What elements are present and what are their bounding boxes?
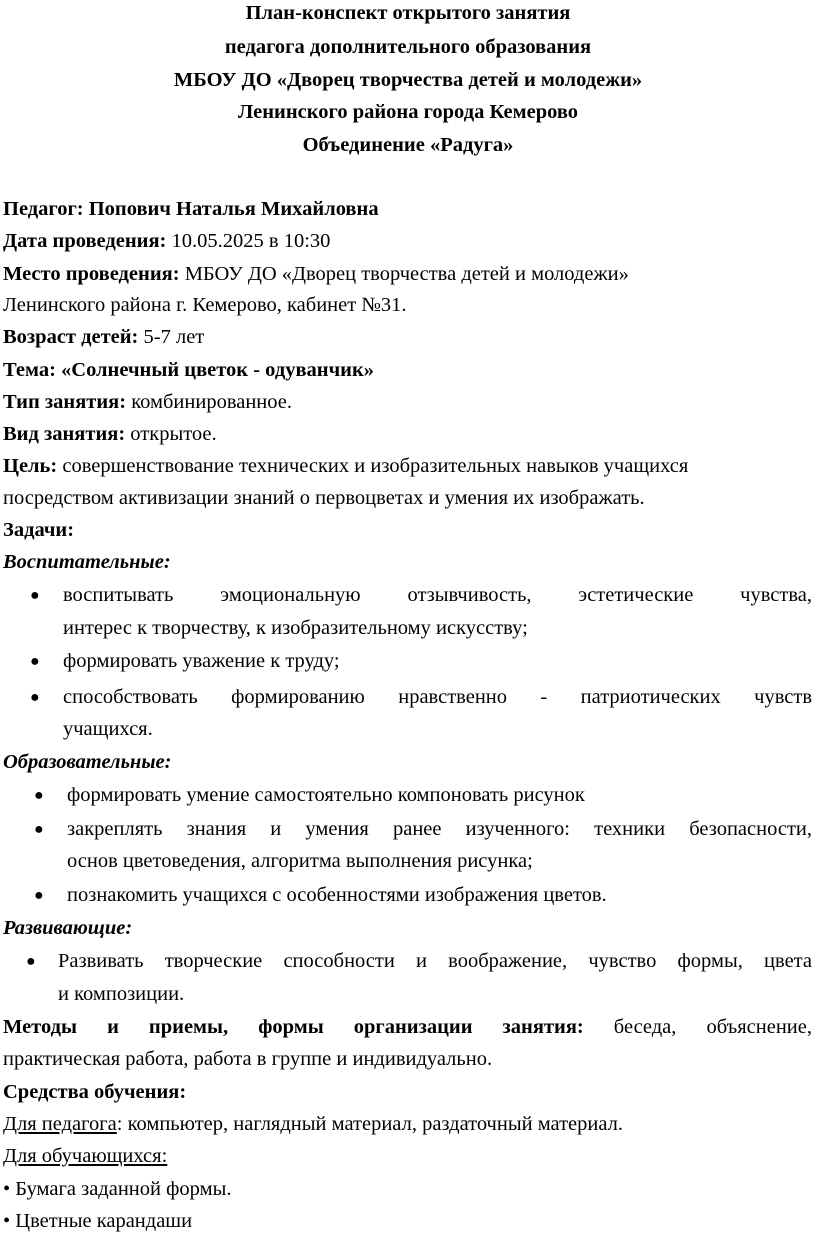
means-student-item-1: • Бумага заданной формы. (3, 1178, 232, 1200)
education-item-2-line-1: закреплять знания и умения ранее изученного: техники безопасности, (67, 818, 812, 840)
goal-label: Цель: (3, 455, 58, 477)
means-title: Средства обучения: (3, 1081, 187, 1103)
bullet-icon: ● (30, 653, 40, 670)
upbringing-item-3-line-1: способствовать формированию нравственно - патриотических чувств (63, 686, 812, 708)
header-line-4: Ленинского района города Кемерово (237, 101, 579, 123)
teacher-line: Педагог: Попович Наталья Михайловна (3, 198, 379, 220)
type-label: Тип занятия: (3, 391, 127, 413)
bullet-icon: ● (34, 887, 44, 904)
date-value: 10.05.2025 в 10:30 (166, 230, 331, 252)
development-item-1-line-2: и композиции. (58, 983, 185, 1005)
place-line-2: Ленинского района г. Кемерово, кабинет №31. (3, 294, 407, 316)
age-value: 5-7 лет (138, 326, 205, 348)
kind-line (3, 423, 217, 446)
upbringing-item-3-line-2: учащихся. (63, 718, 153, 740)
place-value-1: МБОУ ДО «Дворец творчества детей и молодежи» (179, 263, 629, 285)
topic-line: Тема: «Солнечный цветок - одуванчик» (3, 359, 375, 381)
methods-line-1 (3, 1016, 812, 1039)
kind-value: открытое. (125, 423, 217, 445)
means-teacher-label: Для педагога (3, 1113, 117, 1135)
development-item-1-line-1: Развивать творческие способности и воображение, чувство формы, цвета (58, 950, 812, 972)
education-item-2-line-2: основ цветоведения, алгоритма выполнения рисунка; (67, 850, 533, 872)
means-student-item-2: • Цветные карандаши (3, 1210, 193, 1232)
goal-line-1 (3, 455, 688, 478)
methods-value-1: беседа, объяснение, (583, 1016, 812, 1038)
bullet-icon: ● (26, 953, 36, 970)
type-line (3, 391, 292, 414)
place-line-1 (3, 263, 629, 286)
date-line (3, 230, 330, 253)
means-teacher-line (3, 1113, 623, 1136)
goal-line-2: посредством активизации знаний о первоцветах и умения их изображать. (3, 487, 645, 509)
means-teacher-value: : компьютер, наглядный материал, раздаточный материал. (116, 1113, 624, 1135)
bullet-icon: ● (34, 787, 44, 804)
header-line-2: педагога дополнительного образования (224, 36, 592, 58)
methods-label: Методы и приемы, формы организации занятия: (3, 1016, 584, 1038)
upbringing-title: Воспитательные: (3, 551, 171, 573)
upbringing-item-1-line-1: воспитывать эмоциональную отзывчивость, эстетические чувства, (63, 584, 812, 606)
age-line (3, 326, 204, 349)
upbringing-item-2: формировать уважение к труду; (63, 650, 340, 672)
header-line-5: Объединение «Радуга» (302, 134, 514, 156)
bullet-icon: ● (34, 821, 44, 838)
means-students-label: Для обучающихся: (3, 1145, 168, 1167)
bullet-icon: ● (30, 689, 40, 706)
place-label: Место проведения: (3, 263, 180, 285)
date-label: Дата проведения: (3, 230, 167, 252)
header-line-1: План-конспект открытого занятия (245, 2, 571, 24)
type-value: комбинированное. (126, 391, 293, 413)
methods-line-2: практическая работа, работа в группе и индивидуально. (3, 1048, 493, 1070)
kind-label: Вид занятия: (3, 423, 126, 445)
development-title: Развивающие: (3, 917, 133, 939)
education-item-1: формировать умение самостоятельно компоновать рисунок (67, 784, 585, 806)
bullet-icon: ● (30, 587, 40, 604)
education-title: Образовательные: (3, 751, 172, 773)
header-line-3: МБОУ ДО «Дворец творчества детей и молодежи» (173, 69, 643, 91)
tasks-title: Задачи: (3, 519, 75, 541)
education-item-3: познакомить учащихся с особенностями изображения цветов. (67, 884, 607, 906)
age-label: Возраст детей: (3, 326, 139, 348)
upbringing-item-1-line-2: интерес к творчеству, к изобразительному искусству; (63, 617, 528, 639)
goal-value-1: совершенствование технических и изобразительных навыков учащихся (57, 455, 689, 477)
